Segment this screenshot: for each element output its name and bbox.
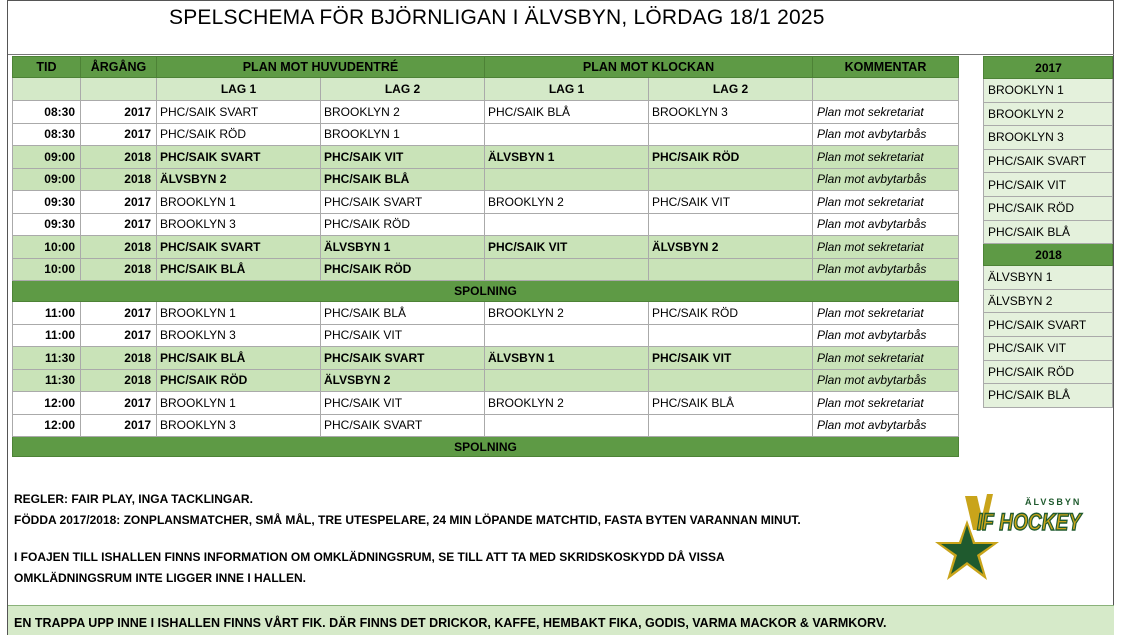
row-comment: Plan mot avbytarbås [813, 258, 959, 281]
teams-year-header: 2017 [984, 57, 1113, 79]
team-row [984, 173, 1113, 197]
row-huvud-lag2: BROOKLYN 1 [321, 123, 485, 146]
team-row [984, 220, 1113, 244]
row-klockan-lag1: ÄLVSBYN 1 [485, 146, 649, 169]
row-klockan-lag2: BROOKLYN 3 [649, 101, 813, 124]
row-year: 2017 [81, 392, 157, 415]
header-argang: ÅRGÅNG [81, 57, 157, 78]
row-year: 2017 [81, 191, 157, 214]
schedule-row [13, 414, 959, 437]
team-name: BROOKLYN 1 [984, 79, 1113, 103]
row-klockan-lag1: BROOKLYN 2 [485, 392, 649, 415]
schedule-row [13, 236, 959, 259]
row-huvud-lag1: BROOKLYN 1 [157, 302, 321, 325]
row-huvud-lag1: BROOKLYN 3 [157, 213, 321, 236]
row-klockan-lag2 [649, 123, 813, 146]
teams-header-row [984, 244, 1113, 266]
team-name: PHC/SAIK RÖD [984, 360, 1113, 384]
row-time: 08:30 [13, 101, 81, 124]
schedule-row [13, 213, 959, 236]
team-name: ÄLVSBYN 1 [984, 266, 1113, 290]
row-comment: Plan mot sekretariat [813, 236, 959, 259]
title-divider [8, 54, 1114, 55]
schedule-row [13, 123, 959, 146]
row-huvud-lag1: PHC/SAIK RÖD [157, 369, 321, 392]
subheader-row [13, 78, 959, 101]
row-time: 09:00 [13, 146, 81, 169]
row-time: 11:00 [13, 302, 81, 325]
team-row [984, 289, 1113, 313]
row-huvud-lag2: ÄLVSBYN 2 [321, 369, 485, 392]
row-huvud-lag2: PHC/SAIK VIT [321, 324, 485, 347]
footer-banner [8, 605, 1114, 635]
teams-year-header: 2018 [984, 244, 1113, 266]
row-huvud-lag1: ÄLVSBYN 2 [157, 168, 321, 191]
row-klockan-lag1 [485, 324, 649, 347]
row-comment: Plan mot sekretariat [813, 392, 959, 415]
row-year: 2017 [81, 213, 157, 236]
row-klockan-lag2 [649, 369, 813, 392]
subheader-empty-argang [81, 78, 157, 101]
subheader-lag2-huvud: LAG 2 [321, 78, 485, 101]
alvsbyn-if-hockey-logo [927, 490, 1087, 590]
row-year: 2017 [81, 123, 157, 146]
row-comment: Plan mot sekretariat [813, 191, 959, 214]
row-year: 2017 [81, 414, 157, 437]
schedule-row [13, 146, 959, 169]
row-klockan-lag1 [485, 213, 649, 236]
row-klockan-lag2: PHC/SAIK VIT [649, 347, 813, 370]
header-kommentar: KOMMENTAR [813, 57, 959, 78]
row-huvud-lag2: PHC/SAIK BLÅ [321, 168, 485, 191]
row-huvud-lag1: PHC/SAIK SVART [157, 236, 321, 259]
header-row [13, 57, 959, 78]
row-time: 10:00 [13, 236, 81, 259]
team-row [984, 384, 1113, 408]
row-klockan-lag1 [485, 414, 649, 437]
team-row [984, 102, 1113, 126]
schedule-row [13, 258, 959, 281]
row-huvud-lag2: PHC/SAIK SVART [321, 347, 485, 370]
row-year: 2018 [81, 369, 157, 392]
spolning-label: SPOLNING [13, 281, 959, 302]
schedule-row [13, 191, 959, 214]
row-time: 08:30 [13, 123, 81, 146]
row-huvud-lag2: PHC/SAIK VIT [321, 146, 485, 169]
row-huvud-lag1: PHC/SAIK SVART [157, 146, 321, 169]
schedule-row [13, 369, 959, 392]
row-comment: Plan mot sekretariat [813, 101, 959, 124]
row-huvud-lag2: PHC/SAIK SVART [321, 191, 485, 214]
row-huvud-lag1: BROOKLYN 3 [157, 324, 321, 347]
header-plan-huvudentre: PLAN MOT HUVUDENTRÉ [157, 57, 485, 78]
row-time: 10:00 [13, 258, 81, 281]
row-klockan-lag2 [649, 414, 813, 437]
row-year: 2017 [81, 101, 157, 124]
row-time: 09:00 [13, 168, 81, 191]
rules-line-3: I FOAJEN TILL ISHALLEN FINNS INFORMATION OM OMKLÄDNINGSRUM, SE TILL ATT TA MED SKRIDSKOSKYDD DÅ VISSA [14, 550, 725, 564]
row-comment: Plan mot avbytarbås [813, 324, 959, 347]
row-klockan-lag1: BROOKLYN 2 [485, 302, 649, 325]
row-huvud-lag2: PHC/SAIK RÖD [321, 213, 485, 236]
schedule-row [13, 101, 959, 124]
row-klockan-lag1 [485, 369, 649, 392]
row-huvud-lag1: PHC/SAIK BLÅ [157, 347, 321, 370]
row-klockan-lag1 [485, 258, 649, 281]
row-huvud-lag2: PHC/SAIK RÖD [321, 258, 485, 281]
team-name: PHC/SAIK RÖD [984, 196, 1113, 220]
row-huvud-lag2: BROOKLYN 2 [321, 101, 485, 124]
row-klockan-lag1: PHC/SAIK BLÅ [485, 101, 649, 124]
row-klockan-lag2: ÄLVSBYN 2 [649, 236, 813, 259]
row-time: 11:00 [13, 324, 81, 347]
teams-table [983, 56, 1113, 408]
schedule-row [13, 392, 959, 415]
subheader-lag1-huvud: LAG 1 [157, 78, 321, 101]
row-klockan-lag2: PHC/SAIK RÖD [649, 146, 813, 169]
schedule-row [13, 168, 959, 191]
team-name: PHC/SAIK BLÅ [984, 384, 1113, 408]
logo-top-text: ÄLVSBYN [1025, 497, 1082, 507]
row-huvud-lag2: ÄLVSBYN 1 [321, 236, 485, 259]
row-klockan-lag2 [649, 324, 813, 347]
team-name: BROOKLYN 3 [984, 126, 1113, 150]
team-row [984, 126, 1113, 150]
row-klockan-lag1 [485, 168, 649, 191]
team-name: PHC/SAIK SVART [984, 149, 1113, 173]
header-tid: TID [13, 57, 81, 78]
schedule-row [13, 324, 959, 347]
row-klockan-lag2: PHC/SAIK RÖD [649, 302, 813, 325]
schedule-row [13, 347, 959, 370]
row-klockan-lag2 [649, 258, 813, 281]
row-huvud-lag1: BROOKLYN 1 [157, 191, 321, 214]
row-time: 09:30 [13, 213, 81, 236]
row-time: 11:30 [13, 347, 81, 370]
row-comment: Plan mot avbytarbås [813, 123, 959, 146]
row-comment: Plan mot avbytarbås [813, 369, 959, 392]
team-name: ÄLVSBYN 2 [984, 289, 1113, 313]
row-year: 2018 [81, 258, 157, 281]
rules-line-2: FÖDDA 2017/2018: ZONPLANSMATCHER, SMÅ MÅL, TRE UTESPELARE, 24 MIN LÖPANDE MATCHTID, FASTA BYTEN VARANNAN MINUT. [14, 513, 801, 527]
row-klockan-lag1: BROOKLYN 2 [485, 191, 649, 214]
header-plan-klockan: PLAN MOT KLOCKAN [485, 57, 813, 78]
subheader-lag2-klockan: LAG 2 [649, 78, 813, 101]
row-klockan-lag2 [649, 213, 813, 236]
row-klockan-lag1 [485, 123, 649, 146]
team-row [984, 196, 1113, 220]
row-huvud-lag2: PHC/SAIK SVART [321, 414, 485, 437]
team-name: PHC/SAIK BLÅ [984, 220, 1113, 244]
team-name: PHC/SAIK SVART [984, 313, 1113, 337]
row-huvud-lag1: PHC/SAIK BLÅ [157, 258, 321, 281]
row-year: 2018 [81, 168, 157, 191]
row-comment: Plan mot avbytarbås [813, 168, 959, 191]
row-huvud-lag1: PHC/SAIK RÖD [157, 123, 321, 146]
row-year: 2017 [81, 302, 157, 325]
row-time: 09:30 [13, 191, 81, 214]
spolning-label: SPOLNING [13, 437, 959, 457]
row-klockan-lag2 [649, 168, 813, 191]
team-name: PHC/SAIK VIT [984, 173, 1113, 197]
team-row [984, 360, 1113, 384]
team-name: BROOKLYN 2 [984, 102, 1113, 126]
teams-header-row [984, 57, 1113, 79]
row-comment: Plan mot sekretariat [813, 347, 959, 370]
rules-line-1: REGLER: FAIR PLAY, INGA TACKLINGAR. [14, 492, 253, 506]
row-klockan-lag2: PHC/SAIK BLÅ [649, 392, 813, 415]
row-klockan-lag2: PHC/SAIK VIT [649, 191, 813, 214]
row-time: 12:00 [13, 414, 81, 437]
subheader-empty-tid [13, 78, 81, 101]
spolning-row [13, 281, 959, 302]
row-huvud-lag1: PHC/SAIK SVART [157, 101, 321, 124]
row-huvud-lag2: PHC/SAIK BLÅ [321, 302, 485, 325]
logo-main-text: IF HOCKEY [977, 509, 1083, 536]
subheader-empty-kommentar [813, 78, 959, 101]
row-time: 12:00 [13, 392, 81, 415]
row-comment: Plan mot avbytarbås [813, 414, 959, 437]
footer-text: EN TRAPPA UPP INNE I ISHALLEN FINNS VÅRT FIK. DÄR FINNS DET DRICKOR, KAFFE, HEMBAKT FIKA, GODIS, VARMA MACKOR & VARMKORV. [14, 616, 887, 630]
row-comment: Plan mot sekretariat [813, 146, 959, 169]
team-row [984, 336, 1113, 360]
team-name: PHC/SAIK VIT [984, 336, 1113, 360]
subheader-lag1-klockan: LAG 1 [485, 78, 649, 101]
row-year: 2017 [81, 324, 157, 347]
row-klockan-lag1: ÄLVSBYN 1 [485, 347, 649, 370]
row-time: 11:30 [13, 369, 81, 392]
row-klockan-lag1: PHC/SAIK VIT [485, 236, 649, 259]
team-row [984, 266, 1113, 290]
row-year: 2018 [81, 236, 157, 259]
row-comment: Plan mot sekretariat [813, 302, 959, 325]
schedule-row [13, 302, 959, 325]
row-year: 2018 [81, 347, 157, 370]
team-row [984, 149, 1113, 173]
row-huvud-lag2: PHC/SAIK VIT [321, 392, 485, 415]
schedule-table [12, 56, 959, 457]
row-year: 2018 [81, 146, 157, 169]
row-comment: Plan mot avbytarbås [813, 213, 959, 236]
row-huvud-lag1: BROOKLYN 1 [157, 392, 321, 415]
team-row [984, 79, 1113, 103]
team-row [984, 313, 1113, 337]
row-huvud-lag1: BROOKLYN 3 [157, 414, 321, 437]
page-title: SPELSCHEMA FÖR BJÖRNLIGAN I ÄLVSBYN, LÖRDAG 18/1 2025 [169, 6, 825, 29]
rules-line-4: OMKLÄDNINGSRUM INTE LIGGER INNE I HALLEN. [14, 571, 306, 585]
spolning-row [13, 437, 959, 457]
